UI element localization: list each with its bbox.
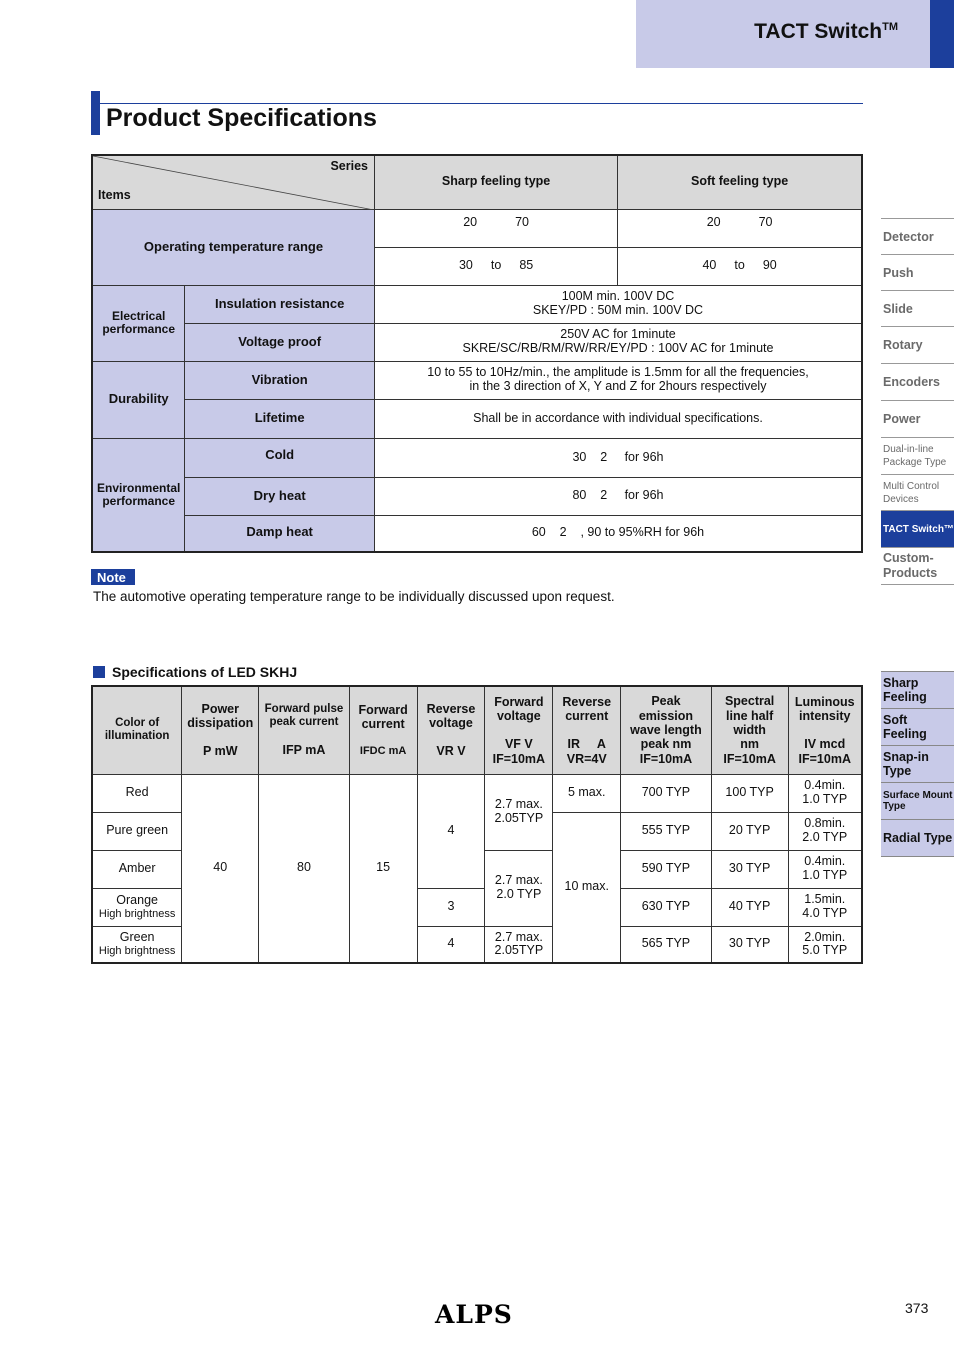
led-current: 15 — [349, 774, 417, 963]
hdr-pulse: Forward pulse peak current IFP mA — [259, 686, 349, 774]
operating-sharp-2: 30 to 85 — [374, 247, 617, 285]
damp-heat-value: 60 2 , 90 to 95%RH for 96h — [374, 515, 862, 552]
hdr-rev-voltage: Reverse voltage VR V — [417, 686, 485, 774]
sidebar-item-push[interactable]: Push — [881, 254, 954, 290]
led-section-marker — [93, 666, 105, 678]
sidebar-sub-soft-feeling[interactable]: Soft Feeling — [881, 708, 954, 745]
led-peak: 555 TYP — [621, 812, 712, 850]
sidebar-item-dual-in-line[interactable]: Dual-in-line Package Type — [881, 437, 954, 474]
page-number: 373 — [905, 1300, 929, 1316]
cold-value: 30 2 for 96h — [374, 438, 862, 477]
section-accent-bar — [91, 91, 100, 135]
cold-label: Cold — [185, 438, 375, 477]
led-vr: 3 — [417, 888, 485, 926]
corner-items: Items — [98, 187, 131, 202]
spec-table — [91, 154, 863, 553]
led-power: 40 — [182, 774, 259, 963]
section-title: Product Specifications — [106, 104, 377, 132]
led-width: 30 TYP — [711, 850, 788, 888]
led-width: 20 TYP — [711, 812, 788, 850]
sidebar-item-slide[interactable]: Slide — [881, 290, 954, 326]
hdr-fwd-voltage: Forward voltage VF V IF=10mA — [485, 686, 553, 774]
sidebar-item-power[interactable]: Power — [881, 400, 954, 437]
led-iv: 0.8min. 2.0 TYP — [788, 812, 862, 850]
sidebar-end-rule — [881, 584, 954, 585]
operating-soft-1: 20 70 — [618, 209, 862, 247]
note-text: The automotive operating temperature range to be individually discussed upon request. — [93, 589, 615, 604]
corner-series: Series — [330, 159, 368, 173]
led-pulse: 80 — [259, 774, 349, 963]
led-width: 100 TYP — [711, 774, 788, 812]
sidebar-sub-snap-in[interactable]: Snap-in Type — [881, 745, 954, 782]
sidebar-sub-sharp-feeling[interactable]: Sharp Feeling — [881, 671, 954, 708]
sidebar-item-rotary[interactable]: Rotary — [881, 326, 954, 363]
vibration-value: 10 to 55 to 10Hz/min., the amplitude is 1.5mm for all the frequencies, in the 3 direction of X, Y and Z for 2hours respectively — [374, 361, 862, 399]
sidebar-item-multi-control[interactable]: Multi Control Devices — [881, 474, 954, 510]
dry-heat-label: Dry heat — [185, 477, 375, 515]
voltage-value: 250V AC for 1minute SKRE/SC/RB/RM/RW/RR/EY/PD : 100V AC for 1minute — [374, 323, 862, 361]
led-vf: 2.7 max. 2.05TYP — [485, 926, 553, 963]
hdr-fwd-current: Forward current IFDC mA — [349, 686, 417, 774]
led-color: Orange High brightness — [92, 888, 182, 926]
sidebar-sub-radial[interactable]: Radial Type — [881, 819, 954, 857]
led-ir: 10 max. — [553, 812, 621, 963]
durability-group: Durability — [92, 361, 185, 438]
header-title: TACT Switch™ — [754, 20, 898, 43]
insulation-value: 100M min. 100V DC SKEY/PD : 50M min. 100V DC — [374, 285, 862, 323]
hdr-luminous: Luminous intensity IV mcd IF=10mA — [788, 686, 862, 774]
sidebar-sub-surface-mount[interactable]: Surface Mount Type — [881, 782, 954, 819]
led-vf: 2.7 max. 2.05TYP — [485, 774, 553, 850]
environmental-group: Environmental performance — [92, 438, 185, 552]
led-color: Pure green — [92, 812, 182, 850]
led-peak: 700 TYP — [621, 774, 712, 812]
alps-logo: ALPS — [435, 1300, 513, 1329]
led-peak: 590 TYP — [621, 850, 712, 888]
voltage-label: Voltage proof — [185, 323, 375, 361]
damp-heat-label: Damp heat — [185, 515, 375, 552]
note-label: Note — [91, 569, 135, 585]
col-soft: Soft feeling type — [618, 155, 862, 209]
led-color: Green High brightness — [92, 926, 182, 963]
hdr-spectral: Spectral line half width nm IF=10mA — [711, 686, 788, 774]
operating-sharp-1: 20 70 — [374, 209, 617, 247]
corner-cell — [92, 155, 374, 209]
led-ir: 5 max. — [553, 774, 621, 812]
lifetime-value: Shall be in accordance with individual specifications. — [374, 399, 862, 438]
led-iv: 0.4min. 1.0 TYP — [788, 850, 862, 888]
operating-label: Operating temperature range — [92, 209, 374, 285]
sidebar-nav — [881, 218, 954, 585]
sidebar-item-detector[interactable]: Detector — [881, 218, 954, 254]
dry-heat-value: 80 2 for 96h — [374, 477, 862, 515]
insulation-label: Insulation resistance — [185, 285, 375, 323]
hdr-color: Color of illumination — [92, 686, 182, 774]
col-sharp: Sharp feeling type — [374, 155, 617, 209]
sidebar-item-encoders[interactable]: Encoders — [881, 363, 954, 400]
header-box — [636, 0, 930, 68]
led-width: 30 TYP — [711, 926, 788, 963]
led-peak: 630 TYP — [621, 888, 712, 926]
led-iv: 2.0min. 5.0 TYP — [788, 926, 862, 963]
sidebar-item-custom-products[interactable]: Custom-Products — [881, 547, 954, 584]
hdr-peak: Peak emission wave length peak nm IF=10mA — [621, 686, 712, 774]
hdr-power: Power dissipation P mW — [182, 686, 259, 774]
hdr-rev-current: Reverse current IR A VR=4V — [553, 686, 621, 774]
sidebar-subnav — [881, 671, 954, 857]
led-table — [91, 685, 863, 964]
lifetime-label: Lifetime — [185, 399, 375, 438]
vibration-label: Vibration — [185, 361, 375, 399]
electrical-group: Electrical performance — [92, 285, 185, 361]
operating-soft-2: 40 to 90 — [618, 247, 862, 285]
led-section-title: Specifications of LED SKHJ — [112, 664, 298, 680]
led-vr: 4 — [417, 774, 485, 888]
led-peak: 565 TYP — [621, 926, 712, 963]
led-iv: 0.4min. 1.0 TYP — [788, 774, 862, 812]
led-iv: 1.5min. 4.0 TYP — [788, 888, 862, 926]
led-color: Amber — [92, 850, 182, 888]
led-vf: 2.7 max. 2.0 TYP — [485, 850, 553, 926]
header-accent-bar — [930, 0, 954, 68]
sidebar-item-tact-switch[interactable]: TACT Switch™ — [881, 510, 954, 547]
led-vr: 4 — [417, 926, 485, 963]
led-color: Red — [92, 774, 182, 812]
led-width: 40 TYP — [711, 888, 788, 926]
